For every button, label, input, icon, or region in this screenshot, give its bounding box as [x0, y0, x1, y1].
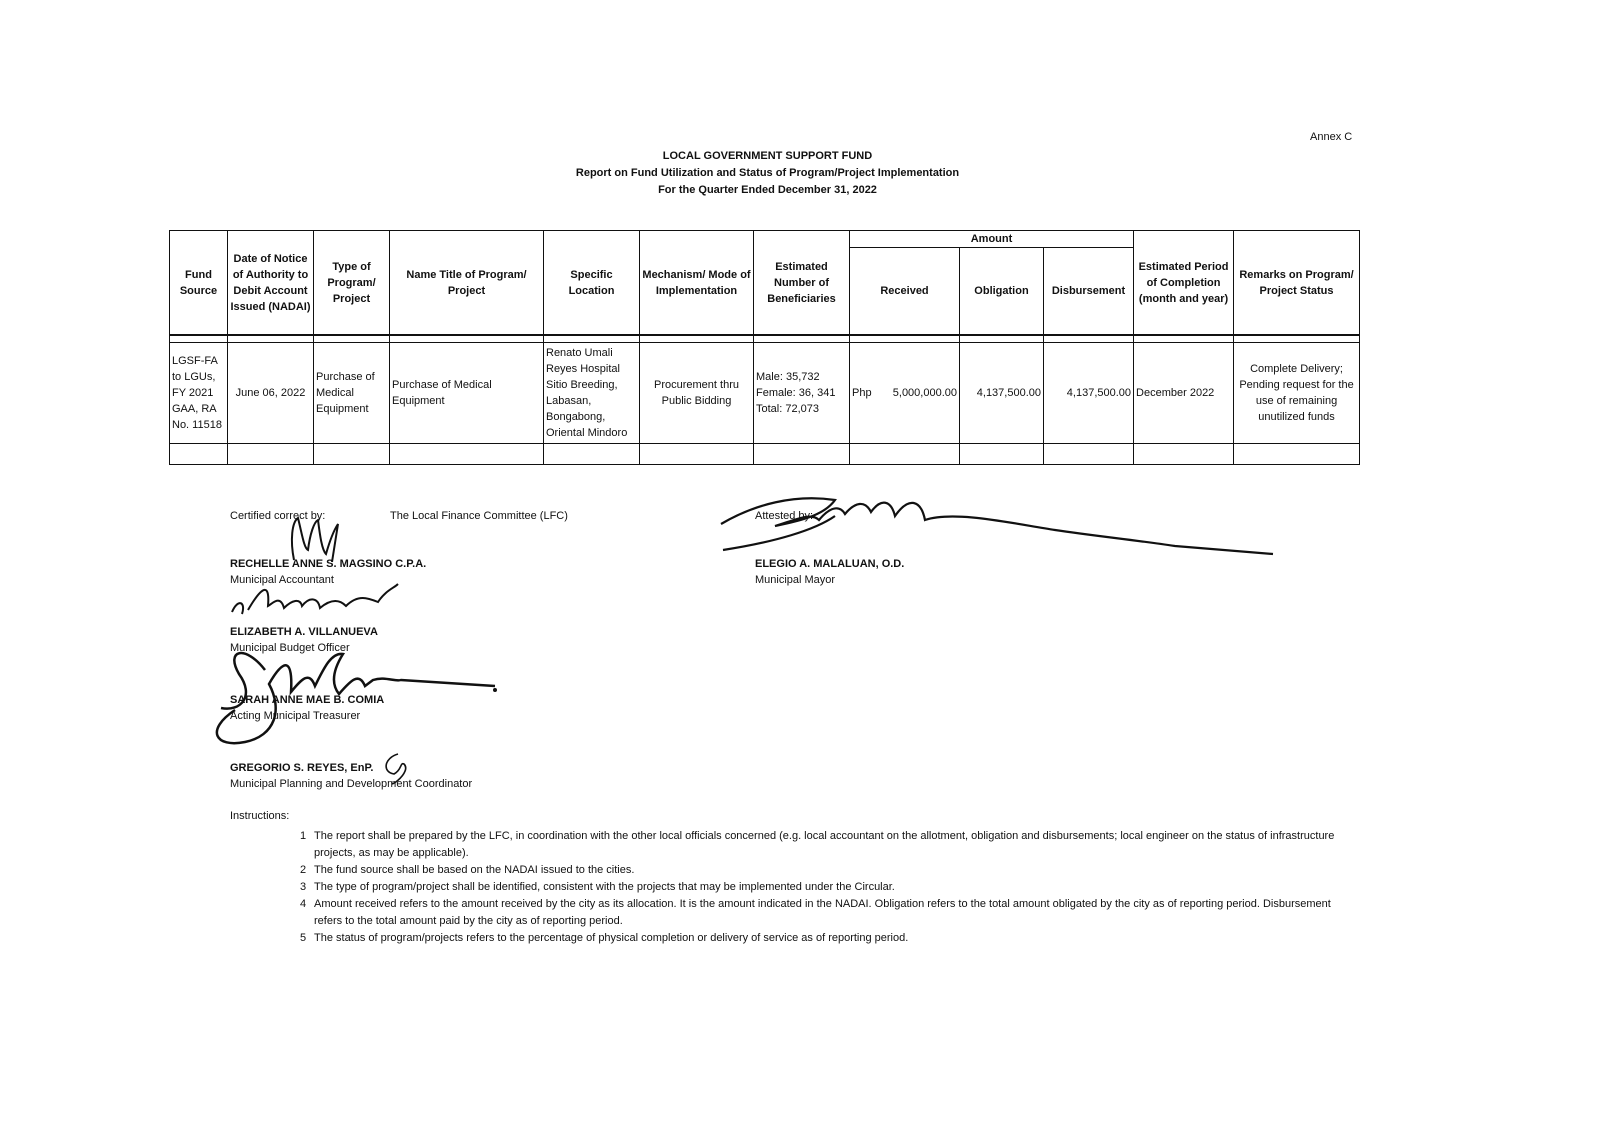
- signature-planning: [380, 750, 420, 786]
- table-spacer: [170, 335, 1360, 343]
- th-fund-source: Fund Source: [170, 231, 228, 336]
- report-period: For the Quarter Ended December 31, 2022: [658, 184, 877, 196]
- cell-obligation: 4,137,500.00: [960, 343, 1044, 444]
- th-amount: Amount: [850, 231, 1134, 248]
- instruction-text: Amount received refers to the amount received by the city as its allocation. It is the amount indicated in the NADAI. Obligation refers to the total amount obligated by the city as of reporting period. Disbursement refers to the total amount paid by the city as of reporting period.: [314, 898, 1331, 927]
- instruction-item: [300, 879, 1360, 896]
- th-disbursement: Disbursement: [1044, 248, 1134, 336]
- cell-mechanism: Procurement thru Public Bidding: [640, 343, 754, 444]
- signatory-title: Municipal Accountant: [230, 574, 334, 586]
- th-mechanism: Mechanism/ Mode of Implementation: [640, 231, 754, 336]
- lfc-label: The Local Finance Committee (LFC): [390, 510, 568, 522]
- cell-type: Purchase of Medical Equipment: [314, 343, 390, 444]
- signature-accountant: [280, 510, 360, 570]
- cell-nadai: June 06, 2022: [228, 343, 314, 444]
- instruction-item: [300, 896, 1360, 930]
- th-location: Specific Location: [544, 231, 640, 336]
- instruction-number: 1: [300, 830, 307, 842]
- signatory-name: ELIZABETH A. VILLANUEVA: [230, 626, 378, 638]
- th-name: Name Title of Program/ Project: [390, 231, 544, 336]
- cell-beneficiaries: [754, 343, 850, 444]
- instruction-number: 3: [300, 881, 307, 893]
- instruction-item: [300, 828, 1360, 862]
- instruction-number: 5: [300, 932, 307, 944]
- signatory-name: SARAH ANNE MAE B. COMIA: [230, 694, 385, 706]
- th-type: Type of Program/ Project: [314, 231, 390, 336]
- th-remarks: Remarks on Program/ Project Status: [1234, 231, 1360, 336]
- instruction-item: [300, 930, 1360, 947]
- attested-label: Attested by:: [755, 510, 814, 522]
- signatory-title: Municipal Planning and Development Coordinator: [230, 778, 473, 790]
- signature-budget-officer: [228, 580, 408, 628]
- instruction-text: The type of program/project shall be identified, consistent with the projects that may be implemented under the Circular.: [314, 881, 895, 893]
- table-row-blank: [170, 444, 1360, 465]
- received-currency: Php: [852, 387, 872, 399]
- ben-male: Male: 35,732: [756, 371, 820, 383]
- instruction-number: 4: [300, 898, 307, 910]
- cell-period: December 2022: [1134, 343, 1234, 444]
- table-row: [170, 343, 1360, 444]
- instructions-list: [300, 828, 1360, 947]
- signatory-name: GREGORIO S. REYES, EnP.: [230, 762, 374, 774]
- report-title: LOCAL GOVERNMENT SUPPORT FUND: [662, 150, 873, 162]
- ben-female: Female: 36, 341: [756, 387, 836, 399]
- cell-disbursement: 4,137,500.00: [1044, 343, 1134, 444]
- cell-remarks: Complete Delivery; Pending request for the use of remaining unutilized funds: [1234, 343, 1360, 444]
- cell-location: Renato Umali Reyes Hospital Sitio Breeding, Labasan, Bongabong, Oriental Mindoro: [544, 343, 640, 444]
- fund-utilization-table: [169, 230, 1360, 465]
- ben-total: Total: 72,073: [756, 403, 819, 415]
- th-received: Received: [850, 248, 960, 336]
- signature-treasurer: [205, 640, 505, 750]
- signature-mayor: [715, 490, 1275, 570]
- certified-label: Certified correct by:: [230, 510, 326, 522]
- cell-name: Purchase of Medical Equipment: [390, 343, 544, 444]
- report-subtitle: Report on Fund Utilization and Status of Program/Project Implementation: [575, 167, 960, 179]
- signatory-title: Municipal Mayor: [755, 574, 836, 586]
- instructions-label: Instructions:: [230, 810, 290, 822]
- instruction-item: [300, 862, 1360, 879]
- th-nadai: Date of Notice of Authority to Debit Account Issued (NADAI): [228, 231, 314, 336]
- instruction-text: The status of program/projects refers to the percentage of physical completion or delivery of service as of reporting period.: [314, 932, 909, 944]
- signatory-name: ELEGIO A. MALALUAN, O.D.: [755, 558, 905, 570]
- instruction-text: The report shall be prepared by the LFC, in coordination with the other local officials concerned (e.g. local accountant on the allotment, obligation and disbursements; local engineer on the status of infrastructure projects, as may be applicable).: [314, 830, 1335, 859]
- signatory-name: RECHELLE ANNE S. MAGSINO C.P.A.: [230, 558, 427, 570]
- signatory-title: Acting Municipal Treasurer: [230, 710, 361, 722]
- received-value: 5,000,000.00: [892, 387, 957, 399]
- table-header-row: [170, 231, 1360, 248]
- th-period: Estimated Period of Completion (month and year): [1134, 231, 1234, 336]
- cell-fund-source: LGSF-FA to LGUs, FY 2021 GAA, RA No. 11518: [170, 343, 228, 444]
- annex-label: Annex C: [1310, 131, 1353, 143]
- instruction-number: 2: [300, 864, 307, 876]
- instruction-text: The fund source shall be based on the NADAI issued to the cities.: [314, 864, 635, 876]
- signatory-planning: [230, 760, 472, 792]
- signatory-title: Municipal Budget Officer: [230, 642, 350, 654]
- cell-received: [850, 343, 960, 444]
- th-beneficiaries: Estimated Number of Beneficiaries: [754, 231, 850, 336]
- th-obligation: Obligation: [960, 248, 1044, 336]
